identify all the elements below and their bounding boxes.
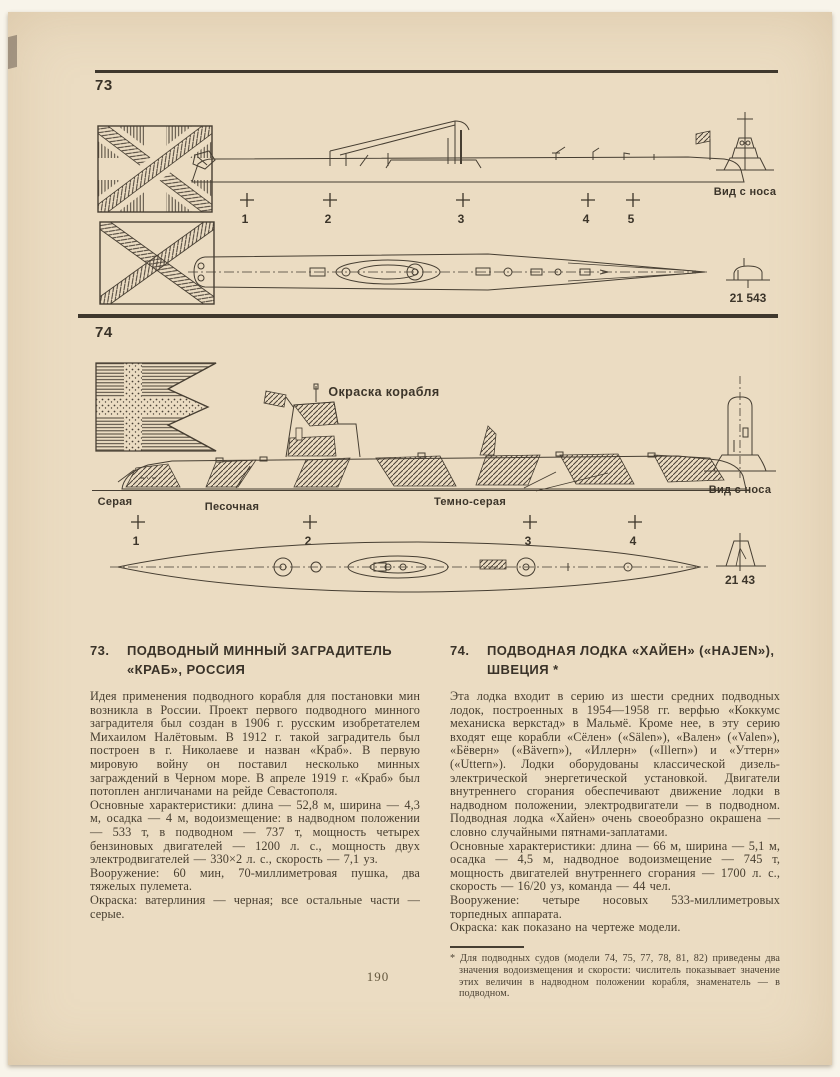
article-73-paragraph: Окраска: ватерлиния — черная; все остальные части — серые. [90, 892, 420, 921]
article-74-heading-number: 74. [450, 643, 470, 658]
book-page [8, 12, 832, 1065]
article-74-heading [450, 642, 780, 679]
ref-mark-3: 3 [457, 212, 465, 226]
plate-74-top-rule [78, 314, 778, 318]
color-label-sand: Песочная [204, 501, 260, 513]
ref-mark-2: 2 [324, 212, 332, 226]
plate-74-drawing [88, 360, 788, 600]
submarine-73-bow-view [716, 112, 774, 170]
article-73 [90, 642, 420, 921]
plate-74-number: 74 [95, 324, 113, 341]
submarine-73-side-view [192, 121, 744, 182]
submarine-73-top-view [188, 254, 708, 290]
article-74-paragraph: Окраска: как показано на чертеже модели. [450, 920, 681, 935]
reference-crosses-74 [131, 515, 642, 529]
plate-73-top-rule [95, 70, 778, 73]
article-73-paragraph: Вооружение: 60 мин, 70-миллиметровая пушка, два тяжелых пулемета. [90, 865, 420, 894]
submarine-74-top-view [110, 542, 708, 592]
ref-mark-3: 3 [524, 534, 532, 548]
submarine-74-bow-view [704, 376, 776, 478]
bow-view-label-73: Вид с носа [713, 186, 777, 198]
article-74-paragraph: Основные характеристики: длина — 66 м, ширина — 5,1 м, осадка — 4,5 м, надводное водоизмещение — 745 т, мощность двигателей внутреннего сгорания — 1700 л. с., скорость — 16/20 уз, команда — 44 чел. [450, 838, 780, 894]
paint-scheme-title: Окраска корабля [328, 385, 440, 399]
article-73-paragraph: Основные характеристики: длина — 52,8 м, ширина — 4,3 м, осадка — 4 м, водоизмещение: в надводном положении — 533 т, в подводном — 737 т, мощность четырех бензиновых двигателей — 1200 л. с., мощность двух электродвигателей — 330×2 л. с., скорость — 7,1 уз. [90, 797, 420, 867]
article-73-heading [90, 642, 420, 679]
ref-mark-5: 5 [627, 212, 635, 226]
reference-crosses-73 [240, 193, 640, 207]
article-74 [450, 642, 780, 1000]
article-74-paragraph: Вооружение: четыре носовых 533-миллиметровых торпедных аппарата. [450, 892, 780, 921]
section-caption-73: 21 543 [729, 291, 767, 305]
article-74-heading-title: ПОДВОДНАЯ ЛОДКА «ХАЙЕН» («HAJEN»), ШВЕЦИЯ * [487, 643, 775, 677]
footnote-text: * Для подводных судов (модели 74, 75, 77, 78, 81, 82) приведены два значения водоизмещения и скорости: числитель показывает значение этих величин в надводном положении корабля, знаменатель — в подводном. [450, 952, 780, 1000]
hull-section-sketch-73 [726, 258, 770, 288]
ref-mark-1: 1 [132, 534, 140, 548]
footnote-rule [450, 946, 524, 948]
plate-73-drawing [88, 108, 788, 316]
article-73-paragraph: Идея применения подводного корабля для постановки мин возникла в России. Проект первого подводного минного заградителя был создан в 1906 г. русским изобретателем Михаилом Налётовым. В 1912 г. такой заградитель был построен в г. Николаеве и назван «Краб». В первую мировую войну он поставил несколько минных заграждений в Черном море. В апреле 1919 г. «Краб» был потоплен англичанами на рейде Севастополя. [90, 689, 420, 799]
ref-mark-4: 4 [629, 534, 637, 548]
hull-section-sketch-74 [716, 533, 766, 571]
article-74-paragraph: Эта лодка входит в серию из шести средних подводных лодок, построенных в 1954—1958 гг. верфью «Коккумс механиска веркстад» в Мальмё. Кроме нее, в эту серию входят еще корабли «Сёлен» («Sälen»), «Вален» («Valen»), «Бёверн» («Bävern»), «Иллерн» («Illern») и «Уттерн» («Uttern»). Лодки оборудованы классической дизель-электрической энергетической установкой. Двигатели внутреннего сгорания обеспечивают движение лодки в надводном положении, электродвигатели — в подводном. Подводная лодка «Хайен» очень своеобразно окрашена — словно случайными пятнами-заплатами. [450, 689, 780, 839]
submarine-74-side-view [92, 384, 750, 491]
section-caption-74: 21 43 [724, 573, 756, 587]
article-73-heading-number: 73. [90, 643, 110, 658]
color-label-gray: Серая [97, 496, 133, 508]
plate-73-number: 73 [95, 77, 113, 94]
bow-view-label-74: Вид с носа [708, 484, 772, 496]
ref-mark-4: 4 [582, 212, 590, 226]
ref-mark-2: 2 [304, 534, 312, 548]
ref-mark-1: 1 [241, 212, 249, 226]
page-number: 190 [366, 969, 390, 984]
color-label-dark-gray: Темно-серая [433, 496, 507, 508]
scan-corner-smudge [8, 35, 17, 69]
article-73-heading-title: ПОДВОДНЫЙ МИННЫЙ ЗАГРАДИТЕЛЬ «КРАБ», РОССИЯ [127, 643, 393, 677]
